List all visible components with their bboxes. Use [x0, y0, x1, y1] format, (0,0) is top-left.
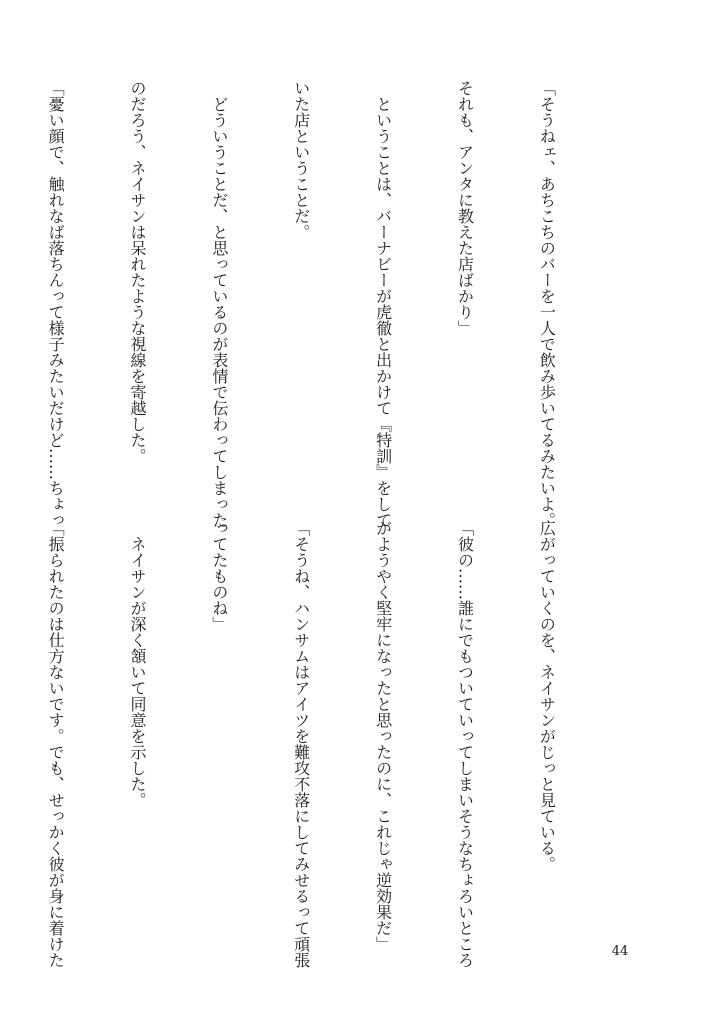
- text-line: ということは、バーナビーが虎徹と出かけて『特訓』をして: [373, 80, 393, 528]
- text-line: 広がっていくのを、ネイサンがじっと見ている。: [537, 520, 557, 872]
- upper-text-block: [46, 80, 615, 528]
- text-line: ネイサンが深く頷いて同意を示した。: [127, 520, 147, 808]
- text-line: ってたものね」: [209, 520, 229, 632]
- text-line: のだろう、ネイサンは呆れたような視線を寄越した。: [127, 80, 147, 464]
- text-line: 「憂い顔で、触れなば落ちんって様子みたいだけど……ちょっ: [46, 80, 66, 528]
- text-line: 「振られたのは仕方ないです。でも、せっかく彼が身に着けた: [46, 520, 66, 968]
- text-line: がようやく堅牢になったと思ったのに、これじゃ逆効果だ」: [373, 520, 393, 952]
- text-line: 「そうね、ハンサムはアイツを難攻不落にしてみせるって頑張: [291, 520, 311, 968]
- lower-text-block: [46, 520, 615, 968]
- text-line: いた店ということだ。: [291, 80, 311, 240]
- page-number: 44: [611, 944, 629, 959]
- text-line: 「彼の……誰にでもついていってしまいそうなちょろいところ: [455, 520, 475, 968]
- text-line: 「そうねェ、あちこちのバーを一人で飲み歩いてるみたいよ。: [537, 80, 557, 528]
- text-line: どういうことだ、と思っているのが表情で伝わってしまった: [209, 80, 229, 528]
- text-line: それも、アンタに教えた店ばかり」: [455, 80, 475, 336]
